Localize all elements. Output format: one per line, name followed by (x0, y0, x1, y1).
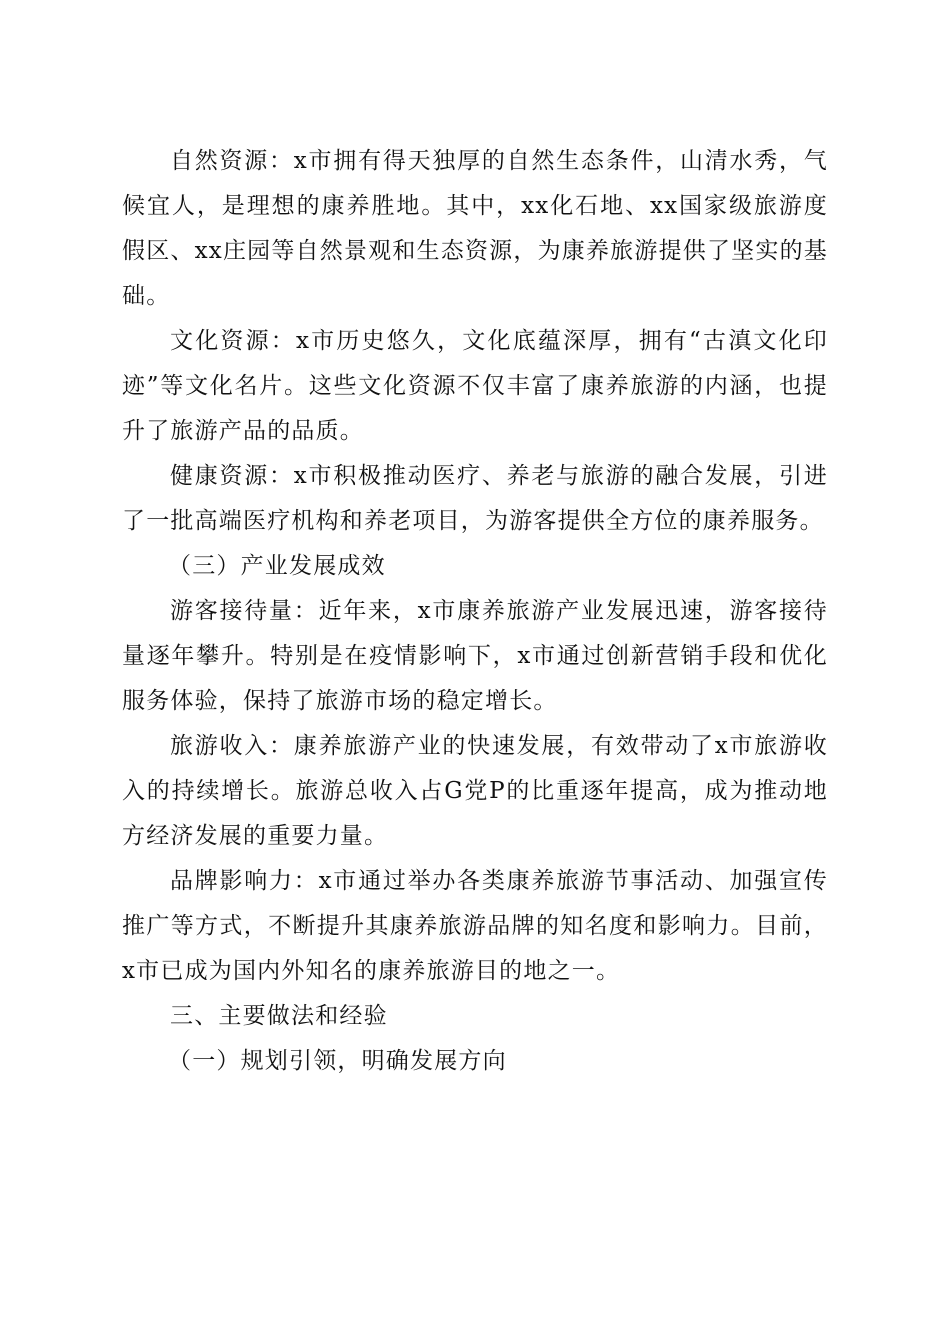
paragraph-health-resources: 健康资源：x市积极推动医疗、养老与旅游的融合发展，引进了一批高端医疗机构和养老项目，为游客提供全方位的康养服务。 (122, 463, 828, 534)
subheading-industry-results: （三）产业发展成效 (168, 553, 386, 579)
paragraph-natural-resources: 自然资源：x市拥有得天独厚的自然生态条件，山清水秀，气候宜人，是理想的康养胜地。其中，xx化石地、xx国家级旅游度假区、xx庄园等自然景观和生态资源，为康养旅游提供了坚实的基础。 (122, 148, 828, 309)
heading-main-practices: 三、主要做法和经验 (170, 1003, 388, 1029)
subheading-planning: （一）规划引领，明确发展方向 (168, 1048, 507, 1074)
paragraph-tourism-revenue: 旅游收入：康养旅游产业的快速发展，有效带动了x市旅游收入的持续增长。旅游总收入占G党P的比重逐年提高，成为推动地方经济发展的重要力量。 (122, 733, 828, 849)
paragraph-brand-influence: 品牌影响力：x市通过举办各类康养旅游节事活动、加强宣传推广等方式，不断提升其康养旅游品牌的知名度和影响力。目前，x市已成为国内外知名的康养旅游目的地之一。 (122, 868, 828, 984)
paragraph-cultural-resources: 文化资源：x市历史悠久，文化底蕴深厚，拥有“古滇文化印迹”等文化名片。这些文化资源不仅丰富了康养旅游的内涵，也提升了旅游产品的品质。 (122, 328, 828, 444)
document-body (122, 139, 828, 1084)
paragraph-visitor-volume: 游客接待量：近年来，x市康养旅游产业发展迅速，游客接待量逐年攀升。特别是在疫情影响下，x市通过创新营销手段和优化服务体验，保持了旅游市场的稳定增长。 (122, 598, 828, 714)
